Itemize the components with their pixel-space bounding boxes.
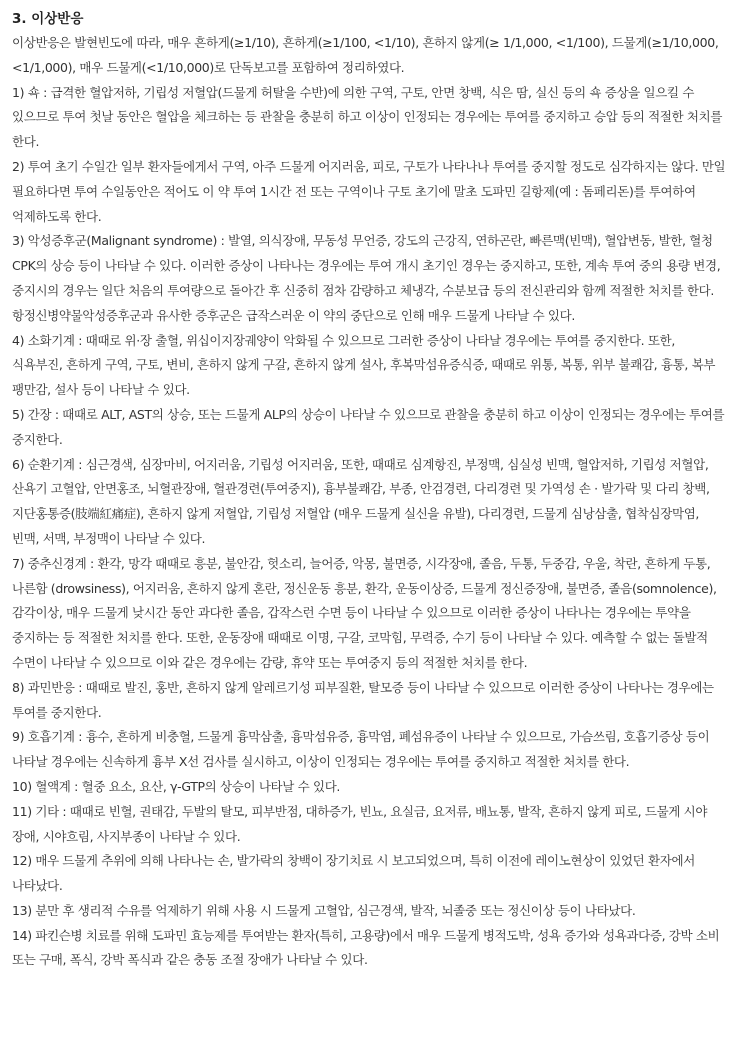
item-liver: 5) 간장 : 때때로 ALT, AST의 상승, 또는 드물게 ALP의 상승이 나타날 수 있으므로 관찰을 충분히 하고 이상이 인정되는 경우에는 투여를 중지한다.: [12, 406, 725, 447]
item-respiratory-system: 9) 호흡기계 : 흉수, 흔하게 비충혈, 드물게 흉막삼출, 흉막섬유증, 흉막염, 폐섬유증이 나타날 수 있으므로, 가슴쓰림, 호흡기증상 등이 나타날 경우에는 신속하게 흉부 X선 검사를 실시하고, 이상이 인정되는 경우에는 투여를 중지하고 적절한 처치를 한다.: [12, 729, 710, 770]
section-heading: 3. 이상반응: [12, 11, 84, 27]
item-hypersensitivity: 8) 과민반응 : 때때로 발진, 홍반, 흔하지 않게 알레르기성 피부질환, 탈모증 등이 나타날 수 있으므로 이러한 증상이 나타나는 경우에는 투여를 중지한다.: [12, 679, 714, 720]
item-circulatory-system: 6) 순환기계 : 심근경색, 심장마비, 어지러움, 기립성 어지러움, 또한, 때때로 심계항진, 부정맥, 심실성 빈맥, 혈압저하, 기립성 저혈압, 산욕기 고혈압, 안면홍조, 뇌혈관장애, 혈관경련(투여중지), 흉부불쾌감, 부종, 안검경련, 다리경련 및 가역성 손 · 발가락 및 다리 창백, 지단홍통증(肢端紅痛症), 흔하지 않게 저혈압, 기립성 저혈압 (매우 드물게 실신을 유발), 다리경련, 드물게 심낭삼출, 협착심장막염, 빈맥, 서맥, 부정맥이 나타날 수 있다.: [12, 456, 710, 546]
item-postpartum: 13) 분만 후 생리적 수유를 억제하기 위해 사용 시 드물게 고혈압, 심근경색, 발작, 뇌졸중 또는 정신이상 등이 나타났다.: [12, 902, 636, 918]
item-raynaud: 12) 매우 드물게 추위에 의해 나타나는 손, 발가락의 창백이 장기치료 시 보고되었으며, 특히 이전에 레이노현상이 있었던 환자에서 나타났다.: [12, 853, 695, 894]
item-blood-system: 10) 혈액계 : 혈중 요소, 요산, γ-GTP의 상승이 나타날 수 있다.: [12, 778, 341, 794]
item-malignant-syndrome: 3) 악성증후군(Malignant syndrome) : 발열, 의식장애, 무동성 무언증, 강도의 근강직, 연하곤란, 빠른맥(빈맥), 혈압변동, 발한, 혈청 CPK의 상승 등이 나타날 수 있다. 이러한 증상이 나타나는 경우에는 투여 개시 초기인 경우는 중지하고, 또한, 계속 투여 중의 용량 변경, 중지시의 경우는 일단 처음의 투여량으로 돌아간 후 신중히 점차 감량하고 체냉각, 수분보급 등의 전신관리와 함께 적절한 처치를 한다. 항정신병약물악성증후군과 유사한 증후군은 급작스러운 이 약의 중단으로 인해 매우 드물게 나타날 수 있다.: [12, 233, 721, 323]
item-shock: 1) 쇽 : 급격한 혈압저하, 기립성 저혈압(드물게 허탈을 수반)에 의한 구역, 구토, 안면 창백, 식은 땀, 실신 등의 쇽 증상을 일으킬 수 있으므로 투여 첫날 동안은 혈압을 체크하는 등 관찰을 충분히 하고 이상이 인정되는 경우에는 투여를 중지하고 승압 등의 적절한 처치를 한다.: [12, 84, 723, 150]
item-other: 11) 기타 : 때때로 빈혈, 권태감, 두발의 탈모, 피부반점, 대하증가, 빈뇨, 요실금, 요저류, 배뇨통, 발작, 흔하지 않게 피로, 드물게 시야 장애, 시야흐림, 사지부종이 나타날 수 있다.: [12, 803, 708, 844]
item-central-nervous-system: 7) 중추신경계 : 환각, 망각 때때로 흥분, 불안감, 헛소리, 늘어증, 악몽, 불면증, 시각장애, 졸음, 두통, 두중감, 우울, 착란, 흔하게 두통, 나른함 (drowsiness), 어지러움, 흔하지 않게 혼란, 정신운동 흥분, 환각, 운동이상증, 드물게 정신증장애, 불면증, 졸음(somnolence), 감각이상, 매우 드물게 낮시간 동안 과다한 졸음, 갑작스런 수면 등이 나타날 수 있으므로 이러한 증상이 나타나는 경우에는 투약을 중지하는 등 적절한 처치를 한다. 또한, 운동장애 때때로 이명, 구갈, 코막힘, 무력증, 수기 등이 나타날 수 있다. 예측할 수 없는 돌발적 수면이 나타날 수 있으므로 이와 같은 경우에는 감량, 휴약 또는 투여중지 등의 적절한 처치를 한다.: [12, 555, 717, 670]
item-impulse-control: 14) 파킨슨병 치료를 위해 도파민 효능제를 투여받는 환자(특히, 고용량)에서 매우 드물게 병적도박, 성욕 증가와 성욕과다증, 강박 소비 또는 구매, 폭식, 강박 폭식과 같은 충동 조절 장애가 나타날 수 있다.: [12, 927, 720, 968]
intro-paragraph: 이상반응은 발현빈도에 따라, 매우 흔하게(≥1/10), 흔하게(≥1/100, <1/10), 흔하지 않게(≥ 1/1,000, <1/100), 드물게(≥1/10,000, <1/1,000), 매우 드물게(<1/10,000)로 단독보고를 포함하여 정리하였다.: [12, 35, 719, 75]
item-digestive-system: 4) 소화기계 : 때때로 위·장 출혈, 위십이지장궤양이 악화될 수 있으므로 그러한 증상이 나타날 경우에는 투여를 중지한다. 또한, 식욕부진, 흔하게 구역, 구토, 변비, 흔하지 않게 구갈, 흔하지 않게 설사, 후복막섬유증식증, 때때로 위통, 복통, 위부 불쾌감, 흉통, 복부 팽만감, 설사 등이 나타날 수 있다.: [12, 332, 716, 398]
item-initial-nausea: 2) 투여 초기 수일간 일부 환자들에게서 구역, 아주 드물게 어지러움, 피로, 구토가 나타나나 투여를 중지할 정도로 심각하지는 않다. 만일 필요하다면 투여 수일동안은 적어도 이 약 투여 1시간 전 또는 구역이나 구토 초기에 말초 도파민 길항제(예 : 돔페리돈)를 투여하여 억제하도록 한다.: [12, 158, 726, 224]
